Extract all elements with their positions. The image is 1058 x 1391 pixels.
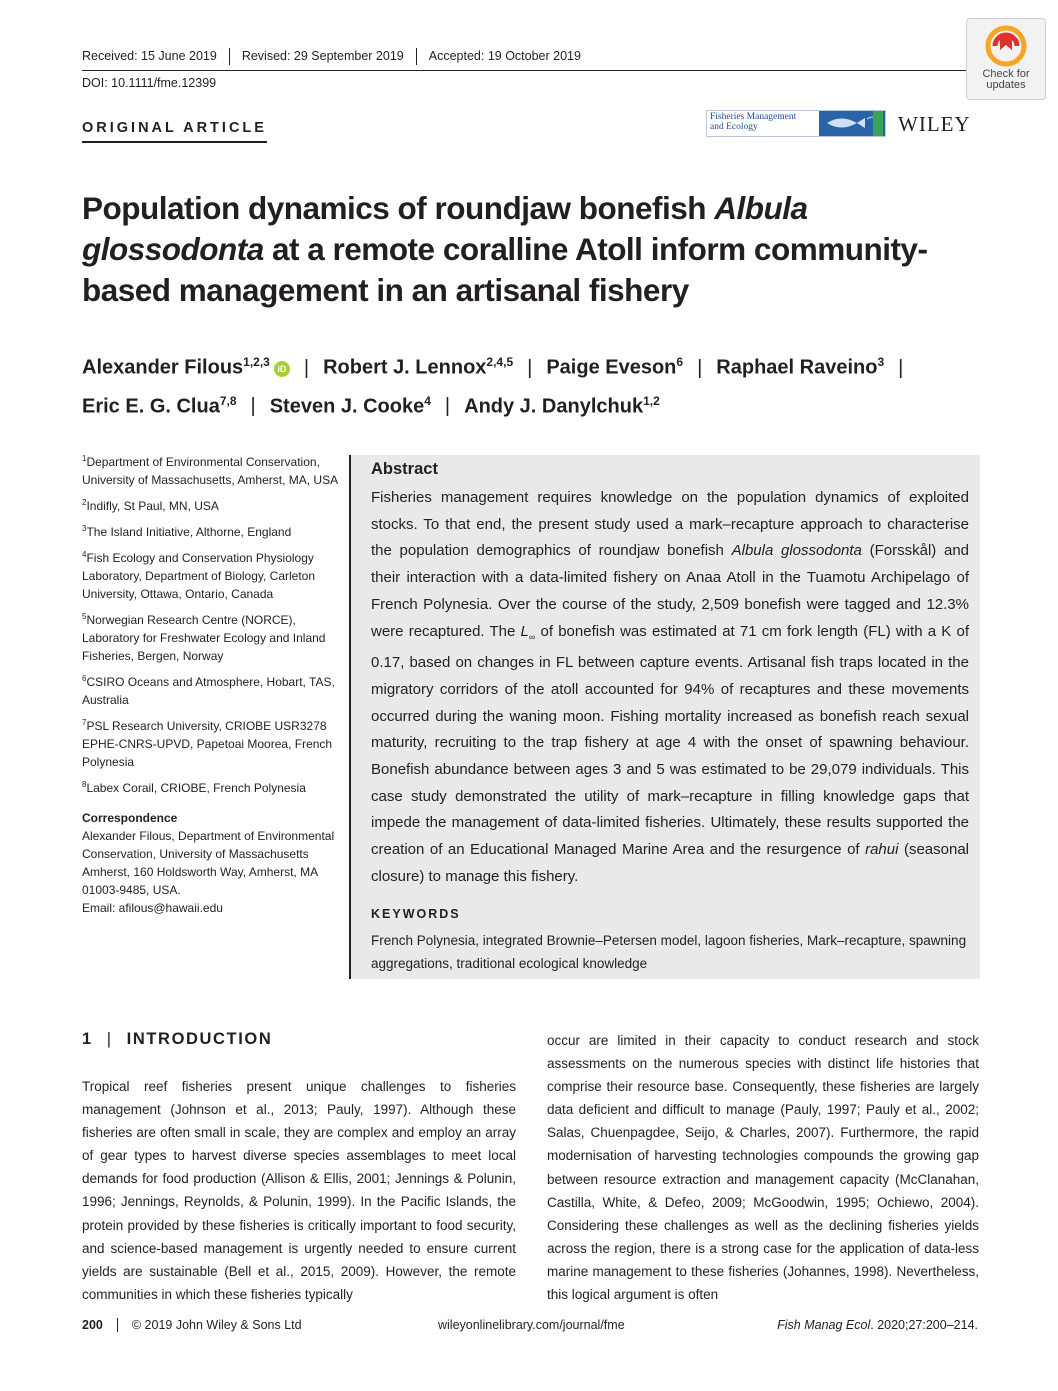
body-column-right: occur are limited in their capacity to conduct research and stock assessments on the numerous species with distinct life histories that comprise their resource base. Consequently, these fisheries are largely data deficient and difficult to manage (Pauly, 1997; Pauly et al., 2002; Salas, Chuenpagdee, Seijo, & Charles, 2007). Furthermore, the rapid modernisation of harvesting technologies compounds the growing gap between resource extraction and management capacity (McClanahan, Castilla, White, & Defeo, 2009; McGoodwin, 1995; Ochiewo, 2004). Considering these challenges as well as the declining fisheries yields across the region, there is a strong case for the application of data-less marine management to these fisheries (Johannes, 1998). Nevertheless, this logical argument is often: [547, 1033, 979, 1303]
accepted-date: Accepted: 19 October 2019: [428, 49, 581, 63]
affiliation-text: Indifly, St Paul, MN, USA: [86, 499, 219, 513]
separator: |: [250, 395, 256, 418]
affiliation-item: [82, 520, 342, 541]
section-title: INTRODUCTION: [126, 1030, 273, 1048]
author-affiliation: 1,2,3: [243, 355, 270, 369]
affiliation-text: Labex Corail, CRIOBE, French Polynesia: [86, 781, 306, 795]
citation: [777, 1318, 978, 1332]
author-name[interactable]: Steven J. Cooke: [269, 395, 425, 418]
badge-line1: Check for: [982, 68, 1030, 80]
affiliation-number: 2: [82, 498, 87, 507]
author-list: [82, 346, 982, 423]
affiliation-text: The Island Initiative, Althorne, England: [86, 525, 292, 539]
affiliation-text: Norwegian Research Centre (NORCE), Laboratory for Freshwater Ecology and Inland Fisheries, Bergen, Norway: [82, 613, 326, 663]
affiliation-item: [82, 494, 342, 515]
separator: |: [444, 395, 451, 418]
affiliation-item: [82, 670, 342, 709]
infinity-subscript: ∞: [528, 631, 536, 642]
publisher-logo: WILEY: [898, 112, 971, 136]
author-affiliation: 3: [877, 355, 885, 369]
fish-icon: [819, 111, 885, 136]
copyright: © 2019 John Wiley & Sons Ltd: [131, 1318, 302, 1332]
author-affiliation: 7,8: [219, 393, 237, 408]
separator: |: [303, 356, 310, 379]
article-type: ORIGINAL ARTICLE: [82, 120, 267, 143]
title-species: Albula glossodonta: [82, 190, 808, 267]
separator: |: [106, 1030, 113, 1048]
journal-logo: [706, 110, 886, 137]
author-name[interactable]: Raphael Raveino: [716, 356, 878, 379]
keywords-heading: KEYWORDS: [371, 907, 461, 921]
correspondence-email[interactable]: Email: afilous@hawaii.edu: [82, 901, 223, 915]
page-number: 200: [82, 1318, 118, 1332]
body-column-left: Tropical reef fisheries present unique challenges to fisheries management (Johnson et al., 2013; Pauly, 1997). Although these fisheries are often small in scale, they are complex and employ an array of gear types to harvest diverse species assemblages to meet local demands for food production (Allison & Ellis, 2001; Jennings & Polunin, 1996; Jennings, Reynolds, & Polunin, 1999). In the Pacific Islands, the protein provided by these fisheries is critically important to food security, and science-based management is urgently needed to ensure current yields are sustainable (Bell et al., 2015, 2009). However, the remote communities in which these fisheries typically: [82, 1079, 516, 1302]
doi[interactable]: DOI: 10.1111/fme.12399: [82, 76, 217, 90]
affiliation-number: 1: [82, 454, 87, 463]
correspondence-address: Alexander Filous, Department of Environmental Conservation, University of Massachusetts Amherst, 160 Holdsworth Way, Amherst, MA 01003-9485, USA.: [82, 829, 335, 897]
author-name[interactable]: Robert J. Lennox: [323, 356, 487, 379]
author-affiliation: 2,4,5: [486, 355, 514, 369]
abstract-part: (Forsskål) and their interaction with a data-limited fishery on Anaa Atoll in the Tuamotu Archipelago of French Polynesia. Over the course of the study, 2,509 bonefish were tagged and 12.3% were recaptured. The: [371, 542, 969, 640]
page-footer: [82, 1318, 978, 1332]
abstract-part: (seasonal closure) to manage this fishery.: [371, 841, 969, 885]
abstract-rahui: rahui: [865, 841, 899, 859]
l-infinity: L: [520, 622, 529, 640]
abstract-text: [371, 485, 969, 891]
author-name[interactable]: Eric E. G. Clua: [82, 395, 220, 418]
affiliation-item: [82, 776, 342, 797]
publication-dates: [82, 48, 976, 71]
affiliation-number: 4: [82, 550, 87, 559]
author-affiliation: 4: [424, 393, 431, 408]
affiliation-text: PSL Research University, CRIOBE USR3278 EPHE-CNRS-UPVD, Papetoai Moorea, French Polynesia: [82, 719, 333, 769]
affiliation-number: 8: [82, 780, 87, 789]
correspondence-heading: Correspondence: [82, 811, 178, 825]
affiliation-number: 7: [82, 718, 87, 727]
affiliation-number: 3: [82, 524, 87, 533]
journal-logo-line2: and Ecology: [710, 122, 758, 132]
check-for-updates-badge[interactable]: [966, 18, 1046, 100]
affiliation-text: Department of Environmental Conservation, University of Massachusetts, Amherst, MA, USA: [82, 455, 339, 487]
abstract-part: Fisheries management requires knowledge on the population dynamics of exploited stocks. To that end, the present study used a mark–recapture approach to characterise the population demographics of roundjaw bonefish: [371, 489, 969, 560]
orcid-icon[interactable]: iD: [274, 361, 290, 377]
affiliations: [82, 450, 342, 917]
received-date: Received: 15 June 2019: [82, 48, 230, 65]
revised-date: Revised: 29 September 2019: [242, 48, 417, 65]
check-updates-icon: [985, 25, 1027, 67]
affiliation-item: [82, 450, 342, 489]
abstract-part: of bonefish was estimated at 71 cm fork length (FL) with a K of 0.17, based on changes in FL between capture events. Artisanal fish traps located in the migratory corridors of the atoll accounted for 94% of recaptures and these movements occurred during the waning moon. Fishing mortality increased as bonefish reach sexual maturity, recruiting to the trap fishery at age 4 with the onset of spawning behaviour. Bonefish abundance between ages 3 and 5 was estimated to be 29,079 individuals. This case study demonstrated the utility of mark–recapture in filling knowledge gaps that impede the management of data-limited fisheries. Ultimately, these results supported the creation of an Educational Managed Marine Area and the resurgence of: [371, 622, 969, 859]
author-name[interactable]: Alexander Filous: [82, 356, 244, 379]
keywords-text: French Polynesia, integrated Brownie–Petersen model, lagoon fisheries, Mark–recapture, spawning aggregations, traditional ecological knowledge: [371, 933, 967, 971]
affiliation-number: 5: [82, 612, 87, 621]
abstract-species: Albula glossodonta: [731, 542, 862, 560]
separator: |: [898, 356, 904, 379]
citation-volume: . 2020;27:200–214.: [870, 1318, 978, 1332]
author-name[interactable]: Andy J. Danylchuk: [464, 395, 644, 418]
title-part1: Population dynamics of roundjaw bonefish: [82, 190, 715, 226]
author-affiliation: 6: [676, 355, 684, 369]
author-affiliation: 1,2: [643, 393, 660, 408]
affiliation-number: 6: [82, 674, 87, 683]
separator: |: [697, 356, 703, 379]
article-title: [82, 188, 982, 311]
affiliation-item: [82, 714, 342, 771]
journal-url[interactable]: wileyonlinelibrary.com/journal/fme: [438, 1318, 625, 1332]
citation-journal: Fish Manag Ecol: [777, 1318, 871, 1332]
affiliation-text: Fish Ecology and Conservation Physiology Laboratory, Department of Biology, Carleton University, Ottawa, Ontario, Canada: [82, 551, 316, 601]
badge-line2: updates: [986, 79, 1026, 91]
section-number: 1: [82, 1030, 93, 1048]
abstract-heading: Abstract: [371, 460, 438, 478]
affiliation-text: CSIRO Oceans and Atmosphere, Hobart, TAS, Australia: [82, 675, 335, 707]
title-part2: at a remote coralline Atoll inform community-based management in an artisanal fishery: [82, 231, 928, 308]
affiliation-item: [82, 546, 342, 603]
journal-logo-line1: Fisheries Management: [710, 112, 797, 122]
affiliation-item: [82, 608, 342, 665]
correspondence-text: [82, 827, 342, 917]
author-name[interactable]: Paige Eveson: [546, 356, 677, 379]
section-heading: [82, 1030, 272, 1049]
separator: |: [527, 356, 533, 379]
